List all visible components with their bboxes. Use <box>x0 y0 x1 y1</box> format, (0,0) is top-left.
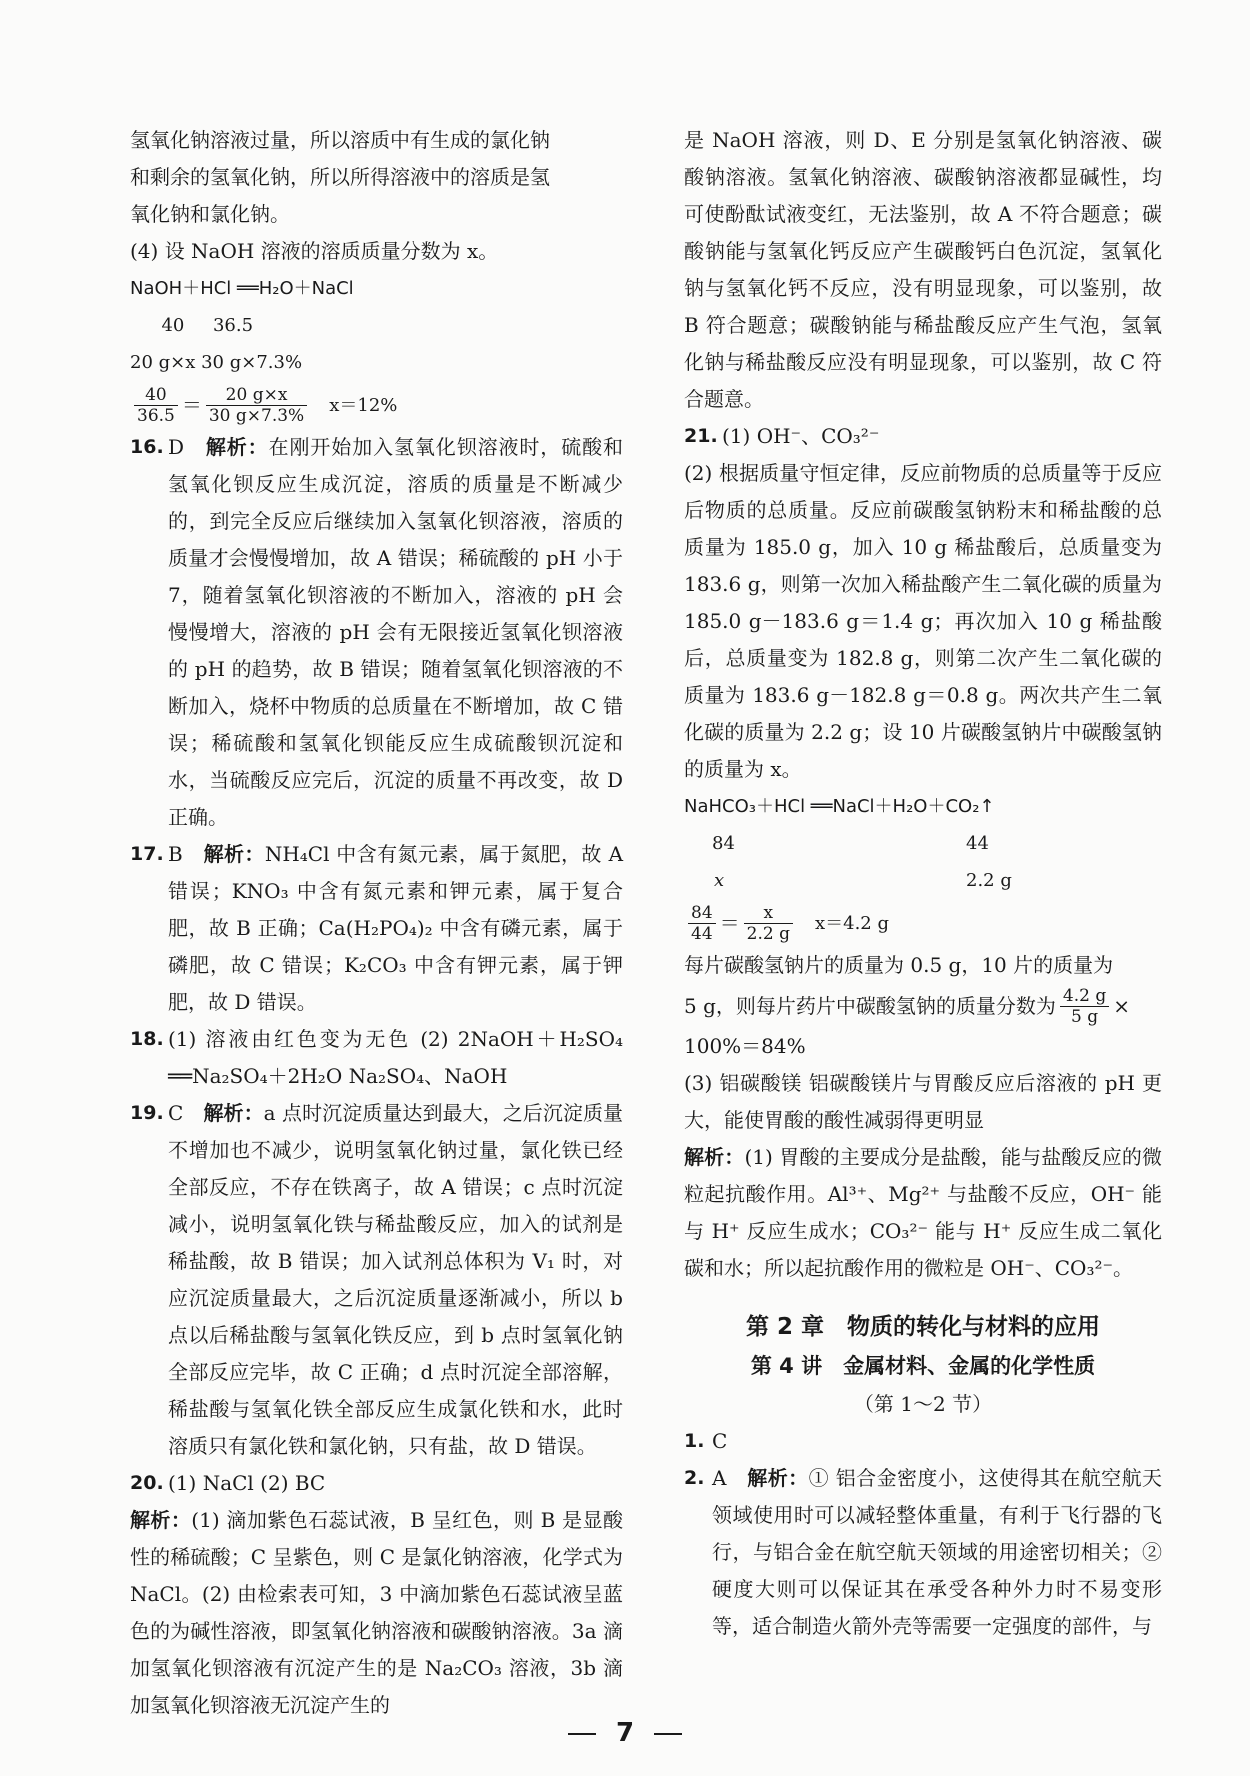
mass-nahco3: 84 <box>712 833 735 854</box>
question-16 <box>130 429 623 836</box>
fraction: $\frac{84}{44}$ <box>688 903 716 944</box>
value-x: x <box>714 870 725 891</box>
text-line <box>684 984 1162 1028</box>
text-line: 和剩余的氢氧化钠，所以所得溶液中的溶质是氢 <box>130 165 550 189</box>
question-number: 21. <box>684 425 718 447</box>
lesson-title: 第 4 讲 金属材料、金属的化学性质 <box>750 1354 1096 1378</box>
result: x＝12% <box>329 394 398 416</box>
analysis-text: ① 铝合金密度小，这使得其在航空航天领域使用时可以减轻整体重量，有利于飞行器的飞行，与铝合金在航空航天领域的用途密切相关；② 硬度大则可以保证其在承受各种外力时不易变形等，适合制造火箭外壳等需要一定强度的部件，与 <box>712 1466 1163 1638</box>
mass-co2: 44 <box>966 833 989 854</box>
question-number: 16. <box>130 436 164 458</box>
equation-values: 20 g×x 30 g×7.3% <box>130 352 303 373</box>
dash-right <box>654 1733 682 1735</box>
chapter-title: 第 2 章 物质的转化与材料的应用 <box>745 1314 1101 1340</box>
analysis-paragraph <box>130 1502 623 1724</box>
answer: (1) NaCl (2) BC <box>168 1471 326 1495</box>
question-20 <box>130 1465 623 1502</box>
dash-left <box>568 1733 596 1735</box>
page-number <box>0 1718 1250 1748</box>
equation-values <box>684 862 1162 899</box>
analysis-label: 解析： <box>203 1101 264 1125</box>
proportion <box>130 381 623 429</box>
question-number: 1. <box>684 1430 705 1452</box>
analysis-paragraph <box>684 1139 1162 1287</box>
analysis-text: (1) 滴加紫色石蕊试液，B 呈红色，则 B 是显酸性的稀硫酸；C 呈紫色，则 C 是氯化钠溶液，化学式为 NaCl。(2) 由检索表可知，3 中滴加紫色石蕊试液呈蓝色的为碱性溶液，即氢氧化钠溶液和碳酸钠溶液。3a 滴加氢氧化钡溶液有沉淀产生的是 Na₂CO₃ 溶液，3b 滴加氢氧化钡溶液无沉淀产生的 <box>130 1508 624 1717</box>
equals-sign: ＝ <box>719 910 740 935</box>
text-line: 100%＝84% <box>684 1034 806 1058</box>
text-line: 每片碳酸氢钠片的质量为 0.5 g，10 片的质量为 <box>684 953 1114 977</box>
fraction: $\frac{40}{36.5}$ <box>134 385 178 426</box>
equation: NaHCO₃＋HCl ══NaCl＋H₂O＋CO₂↑ <box>684 796 995 817</box>
question-2 <box>684 1460 1162 1645</box>
question-19 <box>130 1095 623 1465</box>
analysis-label: 解析： <box>684 1145 745 1169</box>
question-number: 18. <box>130 1028 164 1050</box>
answer: C <box>168 1101 184 1125</box>
question-number: 17. <box>130 843 164 865</box>
fraction: $\frac{4.2 g}{5 g}$ <box>1060 986 1109 1027</box>
question-number: 2. <box>684 1467 705 1489</box>
proportion <box>684 899 1162 947</box>
analysis-text: 在刚开始加入氢氧化钡溶液时，硫酸和氢氧化钡反应生成沉淀，溶质的质量是不断减少的，到完全反应后继续加入氢氧化钡溶液，溶质的质量才会慢慢增加，故 A 错误；稀硫酸的 pH 小于 7，随着氢氧化钡溶液的不断加入，溶液的 pH 会慢慢增大，溶液的 pH 会有无限接近氢氧化钡溶液的 pH 的趋势，故 B 错误；随着氢氧化钡溶液的不断加入，烧杯中物质的总质量在不断增加，故 C 错误；稀硫酸和氢氧化钡能反应生成硫酸钡沉淀和水，当硫酸反应完后，沉淀的质量不再改变，故 D 正确。 <box>168 435 624 829</box>
answer: C <box>712 1429 728 1453</box>
analysis-text: a 点时沉淀质量达到最大，之后沉淀质量不增加也不减少，说明氢氧化钠过量，氯化铁已经全部反应，不存在铁离子，故 A 错误；c 点时沉淀减小，说明氢氧化铁与稀盐酸反应，加入的试剂是稀盐酸，故 B 错误；加入试剂总体积为 V₁ 时，对应沉淀质量最大，之后沉淀质量逐渐减小，所以 b 点以后稀盐酸与氢氧化铁反应，到 b 点时氢氧化钠全部反应完毕，故 C 正确；d 点时沉淀全部溶解，稀盐酸与氢氧化铁全部反应生成氯化铁和水，此时溶质只有氯化铁和氯化钠，只有盐，故 D 错误。 <box>168 1101 624 1458</box>
question-17 <box>130 836 623 1021</box>
answer: D <box>168 435 185 459</box>
text-line: 氢氧化钠溶液过量，所以溶质中有生成的氯化钠 <box>130 128 550 152</box>
equation: NaOH＋HCl ══H₂O＋NaCl <box>130 278 354 299</box>
question-21 <box>684 418 1162 455</box>
question-number: 19. <box>130 1102 164 1124</box>
analysis-label: 解析： <box>747 1466 809 1490</box>
answer-part-1: (1) OH⁻、CO₃²⁻ <box>722 424 880 448</box>
analysis-label: 解析： <box>203 842 265 866</box>
times-sign: × <box>1113 993 1130 1018</box>
analysis-label: 解析： <box>130 1508 192 1532</box>
fraction: $\frac{x}{2.2 g}$ <box>744 903 793 944</box>
question-18 <box>130 1021 623 1095</box>
analysis-label: 解析： <box>205 435 269 459</box>
question-1 <box>684 1423 1162 1460</box>
section-range: （第 1～2 节） <box>853 1392 993 1416</box>
equals-sign: ＝ <box>181 392 202 417</box>
analysis-text: (1) 胃酸的主要成分是盐酸，能与盐酸反应的微粒起抗酸作用。Al³⁺、Mg²⁺ 与盐酸不反应，OH⁻ 能与 H⁺ 反应生成水；CO₃²⁻ 能与 H⁺ 反应生成二氧化碳和水；所以起抗酸作用的微粒是 OH⁻、CO₃²⁻。 <box>684 1145 1163 1280</box>
question-number: 20. <box>130 1472 164 1494</box>
answer: A <box>712 1466 727 1490</box>
left-column <box>130 122 623 1724</box>
answer-part-2: (2) 根据质量守恒定律，反应前物质的总质量等于反应后物质的总质量。反应前碳酸氢钠粉末和稀盐酸的总质量为 185.0 g，加入 10 g 稀盐酸后，总质量变为 183.6 g，则第一次加入稀盐酸产生二氧化碳的质量为 185.0 g－183.6 g＝1.4 g；再次加入 10 g 稀盐酸后，总质量变为 182.8 g，则第二次产生二氧化碳的质量为 183.6 g－182.8 g＝0.8 g。两次共产生二氧化碳的质量为 2.2 g；设 10 片碳酸氢钠片中碳酸氢钠的质量为 x。 <box>684 461 1162 781</box>
page-number-value: 7 <box>615 1718 635 1748</box>
result: x＝4.2 g <box>814 912 889 934</box>
value-co2: 2.2 g <box>966 870 1012 891</box>
text-line: (4) 设 NaOH 溶液的溶质质量分数为 x。 <box>130 239 499 263</box>
equation-masses: 40 36.5 <box>150 315 254 336</box>
answer-part-3: (3) 铝碳酸镁 铝碳酸镁片与胃酸反应后溶液的 pH 更大，能使胃酸的酸性减弱得更明显 <box>684 1071 1162 1132</box>
equation-masses <box>684 825 1162 862</box>
analysis-text: NH₄Cl 中含有氮元素，属于氮肥，故 A 错误；KNO₃ 中含有氮元素和钾元素，属于复合肥，故 B 正确；Ca(H₂PO₄)₂ 中含有磷元素，属于磷肥，故 C 错误；K₂CO₃ 中含有钾元素，属于钾肥，故 D 错误。 <box>168 842 624 1014</box>
text-span: 5 g，则每片药片中碳酸氢钠的质量分数为 <box>684 993 1056 1018</box>
answer-text: (1) 溶液由红色变为无色 (2) 2NaOH＋H₂SO₄ ══Na₂SO₄＋2H₂O Na₂SO₄、NaOH <box>168 1027 623 1088</box>
right-column <box>684 122 1162 1645</box>
continued-text: 是 NaOH 溶液，则 D、E 分别是氢氧化钠溶液、碳酸钠溶液。氢氧化钠溶液、碳酸钠溶液都显碱性，均可使酚酞试液变红，无法鉴别，故 A 不符合题意；碳酸钠能与氢氧化钙反应产生碳酸钙白色沉淀，氢氧化钠与氢氧化钙不反应，没有明显现象，可以鉴别，故 B 符合题意；碳酸钠能与稀盐酸反应产生气泡，氢氧化钠与稀盐酸反应没有明显现象，可以鉴别，故 C 符合题意。 <box>684 128 1162 411</box>
fraction: $\frac{20 g\times x}{30 g\times 7.3\%}$ <box>206 385 307 426</box>
answer: B <box>168 842 183 866</box>
text-line: 氧化钠和氯化钠。 <box>130 202 290 226</box>
